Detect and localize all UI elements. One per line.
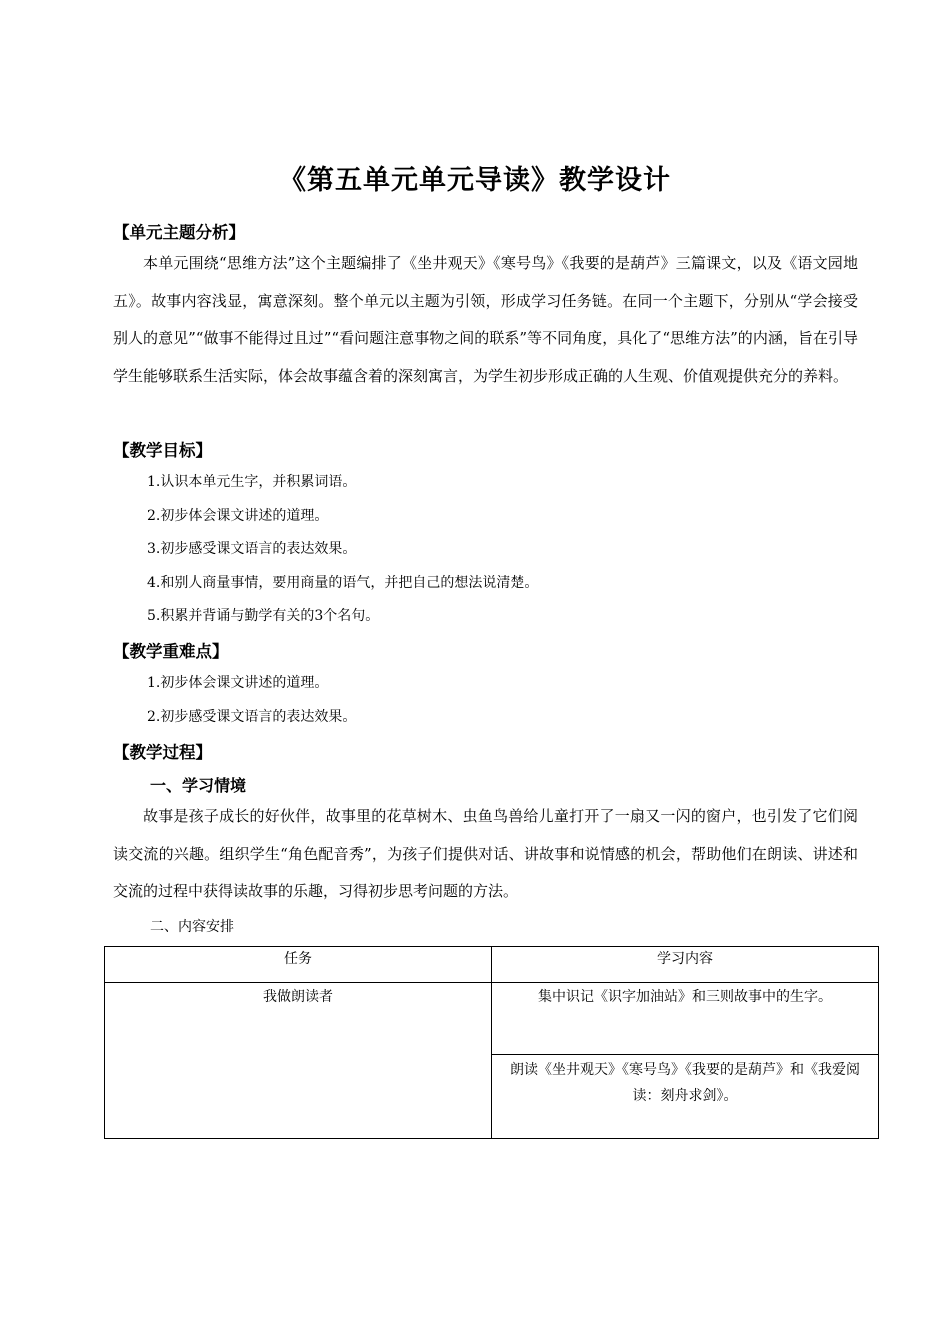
- subheading-content-arrangement: 二、内容安排: [150, 919, 234, 935]
- section-heading-key-points: 【教学重难点】: [113, 642, 229, 661]
- section-heading-unit-theme: 【单元主题分析】: [113, 223, 245, 242]
- content-cell: 集中识记《识字加油站》和三则故事中的生字。: [492, 983, 879, 1055]
- goal-item: 5.积累并背诵与勤学有关的3个名句。: [147, 608, 380, 624]
- goal-item: 4.和别人商量事情，要用商量的语气，并把自己的想法说清楚。: [147, 575, 539, 591]
- learning-context-paragraph: 故事是孩子成长的好伙伴，故事里的花草树木、虫鱼鸟兽给儿童打开了一扇又一闪的窗户，也引发了它们阅读交流的兴趣。组织学生“角色配音秀”，为孩子们提供对话、讲故事和说情感的机会，帮助他们在朗读、讲述和交流的过程中获得读故事的乐趣，习得初步思考问题的方法。: [113, 807, 858, 901]
- goal-item: 3.初步感受课文语言的表达效果。: [147, 541, 357, 557]
- key-point-item: 1.初步体会课文讲述的道理。: [147, 675, 329, 691]
- key-point-item: 2.初步感受课文语言的表达效果。: [147, 709, 357, 725]
- content-cell: 朗读《坐井观天》《寒号鸟》《我要的是葫芦》和《我爱阅读：刻舟求剑》。: [492, 1055, 879, 1139]
- table-row: [105, 983, 879, 1055]
- section-heading-teaching-goals: 【教学目标】: [113, 441, 212, 460]
- unit-theme-paragraph: 本单元围绕“思维方法”这个主题编排了《坐井观天》《寒号鸟》《我要的是葫芦》三篇课文，以及《语文园地五》。故事内容浅显，寓意深刻。整个单元以主题为引领，形成学习任务链。在同一个主题下，分别从“学会接受别人的意见”“做事不能得过且过”“看问题注意事物之间的联系”等不同角度，具化了“思维方法”的内涵，旨在引导学生能够联系生活实际，体会故事蕴含着的深刻寓言，为学生初步形成正确的人生观、价值观提供充分的养料。: [113, 254, 858, 385]
- content-table: [104, 946, 879, 1139]
- page-title: 《第五单元单元导读》教学设计: [279, 165, 671, 196]
- goal-item: 1.认识本单元生字，并积累词语。: [147, 474, 357, 490]
- section-heading-teaching-process: 【教学过程】: [113, 743, 212, 762]
- subheading-learning-context: 一、学习情境: [150, 776, 247, 795]
- table-header-row: [105, 947, 879, 983]
- table-header-task: 任务: [105, 947, 492, 983]
- table-header-content: 学习内容: [492, 947, 879, 983]
- task-cell: 我做朗读者: [105, 983, 492, 1139]
- goal-item: 2.初步体会课文讲述的道理。: [147, 508, 329, 524]
